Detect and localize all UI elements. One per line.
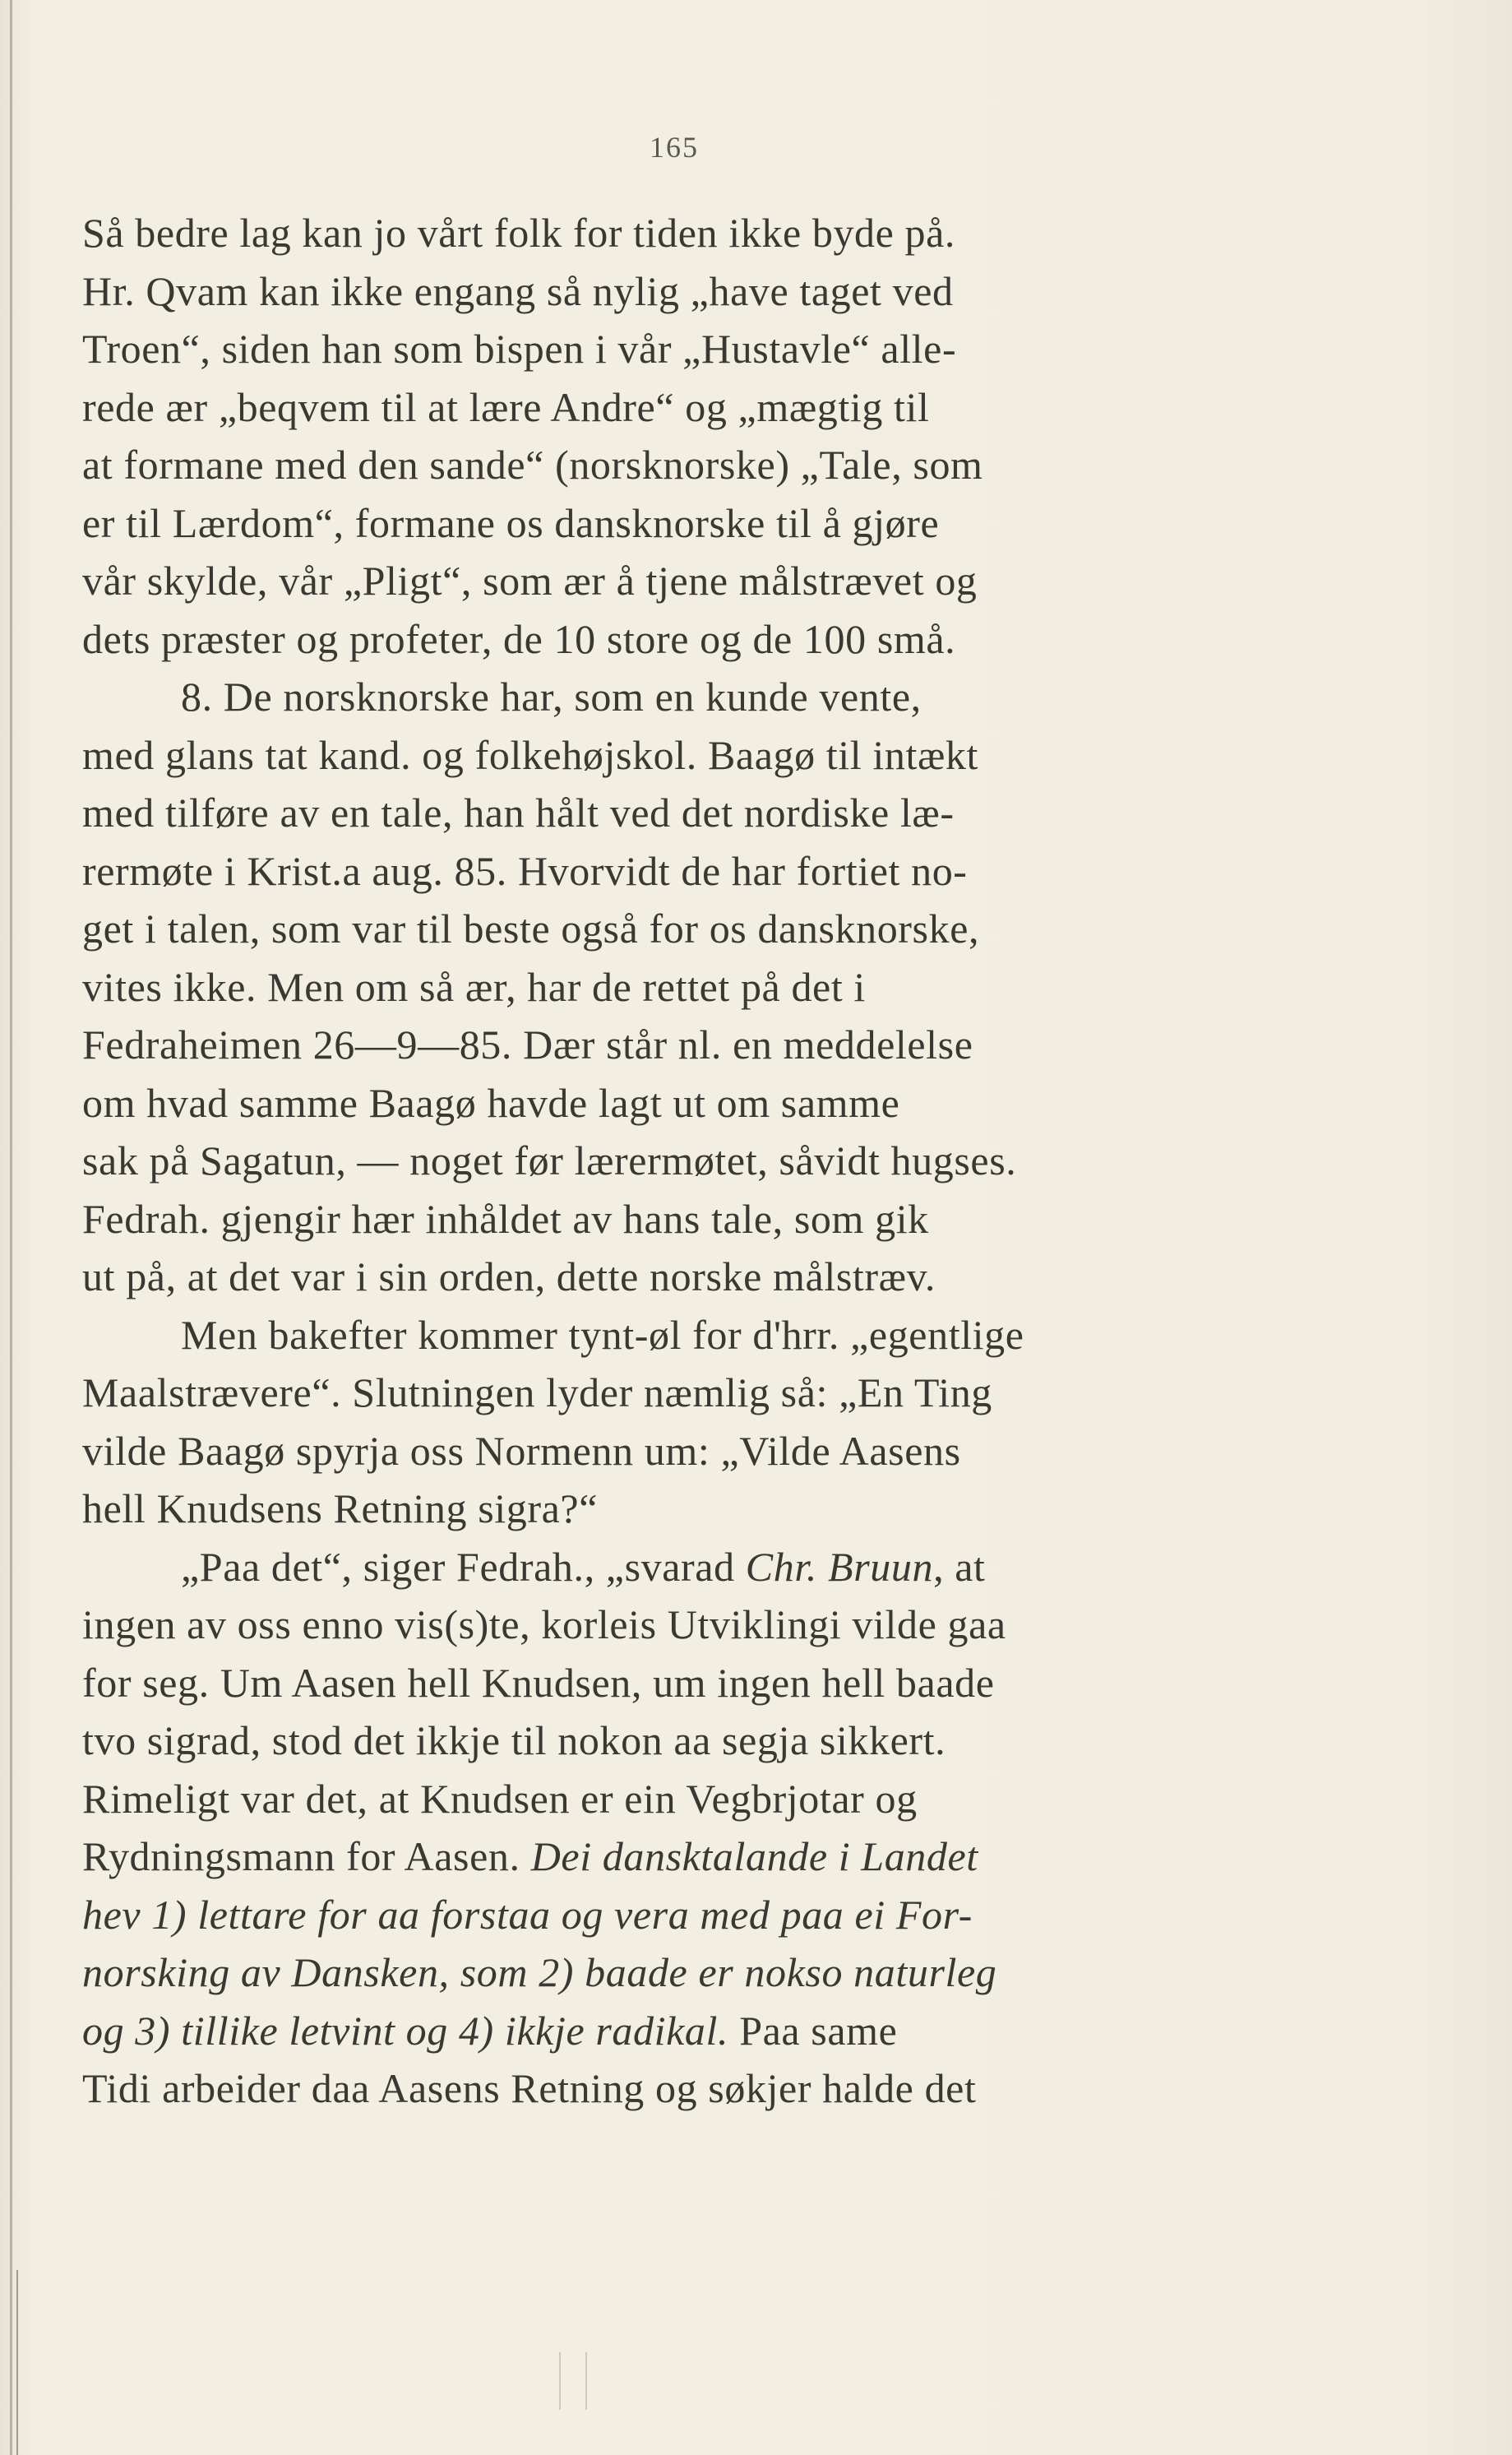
text-line — [82, 262, 1274, 321]
text-segment: vilde Baagø spyrja oss Normenn um: „Vilde Aasens — [82, 1427, 961, 1474]
text-segment: Fedrah. gjengir hær inhåldet av hans tale, som gik — [82, 1195, 929, 1242]
text-line — [82, 1538, 1274, 1596]
text-line — [82, 1074, 1274, 1133]
text-line — [82, 1306, 1274, 1364]
italic-text-segment: norsking av Dansken, som 2) baade er nokso naturleg — [82, 1949, 997, 1995]
text-line — [82, 1480, 1274, 1538]
text-line — [82, 1364, 1274, 1422]
text-segment: Paa same — [728, 2007, 898, 2054]
text-line — [82, 320, 1274, 378]
text-segment: om hvad samme Baagø havde lagt ut om samme — [82, 1079, 900, 1126]
text-segment: tvo sigrad, stod det ikkje til nokon aa segja sikkert. — [82, 1717, 946, 1763]
text-line — [82, 378, 1274, 437]
text-line — [82, 726, 1274, 785]
text-segment: rermøte i Krist.a aug. 85. Hvorvidt de har fortiet no- — [82, 847, 968, 894]
text-line — [82, 552, 1274, 610]
text-segment: at formane med den sande“ (norsknorske) „Tale, som — [82, 442, 983, 488]
text-segment: vår skylde, vår „Pligt“, som ær å tjene målstrævet og — [82, 558, 978, 604]
text-line — [82, 1596, 1274, 1654]
text-line — [82, 1132, 1274, 1190]
text-segment: , at — [933, 1543, 986, 1590]
text-line — [82, 842, 1274, 901]
text-segment: Troen“, siden han som bispen i vår „Hustavle“ alle- — [82, 326, 957, 372]
text-segment: Rimeligt var det, at Knudsen er ein Vegbrjotar og — [82, 1775, 918, 1822]
text-segment: Rydningsmann for Aasen. — [82, 1833, 531, 1879]
text-segment: er til Lærdom“, formane os dansknorske til å gjøre — [82, 499, 940, 546]
text-segment: 8. De norsknorske har, som en kunde vente, — [181, 674, 922, 720]
italic-text-segment: Dei dansktalande i Landet — [530, 1833, 978, 1879]
text-line — [82, 494, 1274, 553]
text-segment: rede ær „beqvem til at lære Andre“ og „mægtig til — [82, 383, 930, 430]
text-segment: Men bakefter kommer tynt-øl for d'hrr. „egentlige — [181, 1311, 1024, 1358]
page-number: 165 — [650, 131, 699, 164]
text-segment: med glans tat kand. og folkehøjskol. Baagø til intækt — [82, 731, 979, 778]
text-segment: Så bedre lag kan jo vårt folk for tiden ikke byde på. — [82, 210, 956, 256]
text-segment: sak på Sagatun, — noget før lærermøtet, såvidt hugses. — [82, 1137, 1017, 1183]
text-segment: vites ikke. Men om så ær, har de rettet på det i — [82, 963, 866, 1010]
text-line — [82, 2002, 1274, 2060]
text-line — [82, 1712, 1274, 1770]
text-segment: „Paa det“, siger Fedrah., „svarad — [181, 1543, 746, 1590]
text-line — [82, 2059, 1274, 2118]
text-line — [82, 610, 1274, 669]
text-line — [82, 784, 1274, 842]
text-line — [82, 668, 1274, 726]
body-text — [82, 204, 1274, 2118]
text-line — [82, 1422, 1274, 1480]
italic-text-segment: og 3) tillike letvint og 4) ikkje radikal. — [82, 2007, 729, 2054]
text-segment: for seg. Um Aasen hell Knudsen, um ingen hell baade — [82, 1659, 995, 1706]
text-line — [82, 1654, 1274, 1712]
text-line — [82, 1886, 1274, 1944]
text-segment: Tidi arbeider daa Aasens Retning og søkjer halde det — [82, 2065, 977, 2111]
text-segment: Hr. Qvam kan ikke engang så nylig „have taget ved — [82, 267, 954, 314]
text-line — [82, 1770, 1274, 1828]
text-line — [82, 1248, 1274, 1306]
text-line — [82, 1827, 1274, 1886]
text-line — [82, 1943, 1274, 2002]
text-segment: Fedraheimen 26—9—85. Dær står nl. en meddelelse — [82, 1021, 973, 1068]
text-line — [82, 1016, 1274, 1074]
page-binding-edge — [10, 0, 12, 2455]
text-segment: dets præster og profeter, de 10 store og de 100 små. — [82, 615, 956, 662]
page-binding-shadow — [16, 2270, 18, 2455]
text-line — [82, 958, 1274, 1017]
text-line — [82, 1190, 1274, 1248]
text-segment: hell Knudsens Retning sigra?“ — [82, 1485, 598, 1531]
text-line — [82, 436, 1274, 494]
paper-mark — [559, 2352, 587, 2410]
text-segment: get i talen, som var til beste også for os dansknorske, — [82, 906, 980, 952]
text-segment: med tilføre av en tale, han hålt ved det nordiske læ- — [82, 790, 955, 836]
text-line — [82, 900, 1274, 958]
text-segment: ut på, at det var i sin orden, dette norske målstræv. — [82, 1253, 936, 1299]
italic-text-segment: hev 1) lettare for aa forstaa og vera med paa ei For- — [82, 1891, 973, 1938]
text-segment: ingen av oss enno vis(s)te, korleis Utviklingi vilde gaa — [82, 1601, 1006, 1647]
italic-text-segment: Chr. Bruun — [745, 1543, 934, 1590]
text-line — [82, 204, 1274, 262]
text-segment: Maalstrævere“. Slutningen lyder næmlig så: „En Ting — [82, 1369, 992, 1415]
